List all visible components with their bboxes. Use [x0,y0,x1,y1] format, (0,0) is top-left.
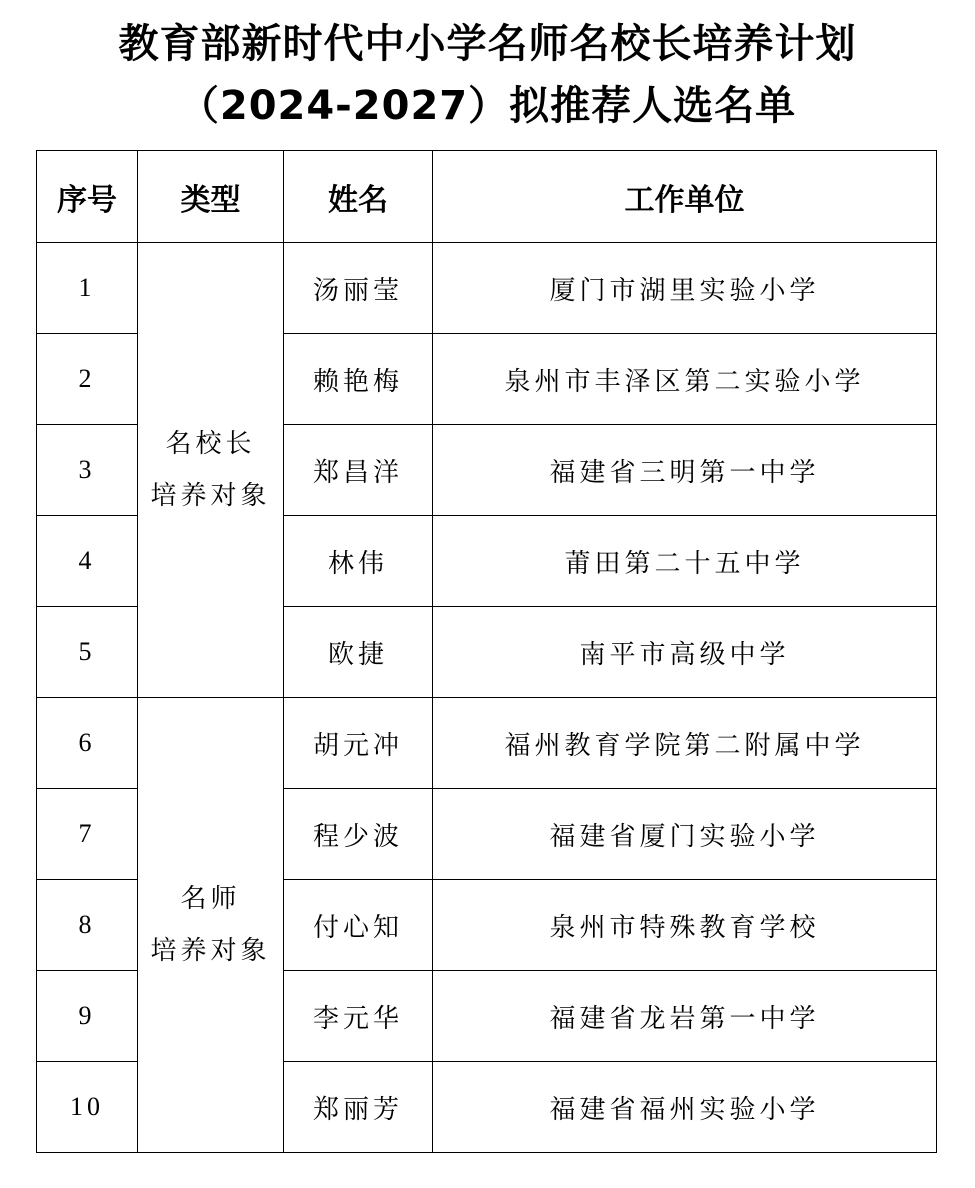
row-unit: 泉州市丰泽区第二实验小学 [433,334,937,425]
header-name: 姓名 [284,151,433,243]
candidate-table [36,150,937,1153]
row-index: 8 [37,880,138,971]
row-unit: 福建省厦门实验小学 [433,789,937,880]
row-index: 2 [37,334,138,425]
row-index: 4 [37,516,138,607]
category-cell-principal [138,243,284,698]
row-name: 付心知 [284,880,433,971]
row-index: 10 [37,1062,138,1153]
row-name: 林伟 [284,516,433,607]
row-unit: 福州教育学院第二附属中学 [433,698,937,789]
row-index: 5 [37,607,138,698]
row-index: 9 [37,971,138,1062]
row-name: 赖艳梅 [284,334,433,425]
category-cell-teacher [138,698,284,1153]
row-index: 1 [37,243,138,334]
header-unit: 工作单位 [433,151,937,243]
row-unit: 泉州市特殊教育学校 [433,880,937,971]
row-unit: 福建省福州实验小学 [433,1062,937,1153]
row-name: 郑丽芳 [284,1062,433,1153]
row-unit: 福建省三明第一中学 [433,425,937,516]
row-index: 6 [37,698,138,789]
category-label-line-1: 名校长 [165,429,256,459]
header-category: 类型 [138,151,284,243]
category-label-line-2: 培养对象 [150,936,271,966]
row-name: 汤丽莹 [284,243,433,334]
table-row [37,698,937,789]
row-name: 胡元冲 [284,698,433,789]
row-unit: 南平市高级中学 [433,607,937,698]
row-name: 郑昌洋 [284,425,433,516]
category-label-line-2: 培养对象 [150,481,271,511]
page-title-line-2: （2024-2027）拟推荐人选名单 [178,83,797,129]
row-unit: 福建省龙岩第一中学 [433,971,937,1062]
row-unit: 莆田第二十五中学 [433,516,937,607]
row-index: 3 [37,425,138,516]
table-row [37,243,937,334]
row-name: 程少波 [284,789,433,880]
table-header-row [37,151,937,243]
row-name: 欧捷 [284,607,433,698]
row-index: 7 [37,789,138,880]
category-label-line-1: 名师 [180,884,241,914]
page-title-line-1: 教育部新时代中小学名师名校长培养计划 [118,21,857,67]
row-unit: 厦门市湖里实验小学 [433,243,937,334]
header-index: 序号 [37,151,138,243]
row-name: 李元华 [284,971,433,1062]
